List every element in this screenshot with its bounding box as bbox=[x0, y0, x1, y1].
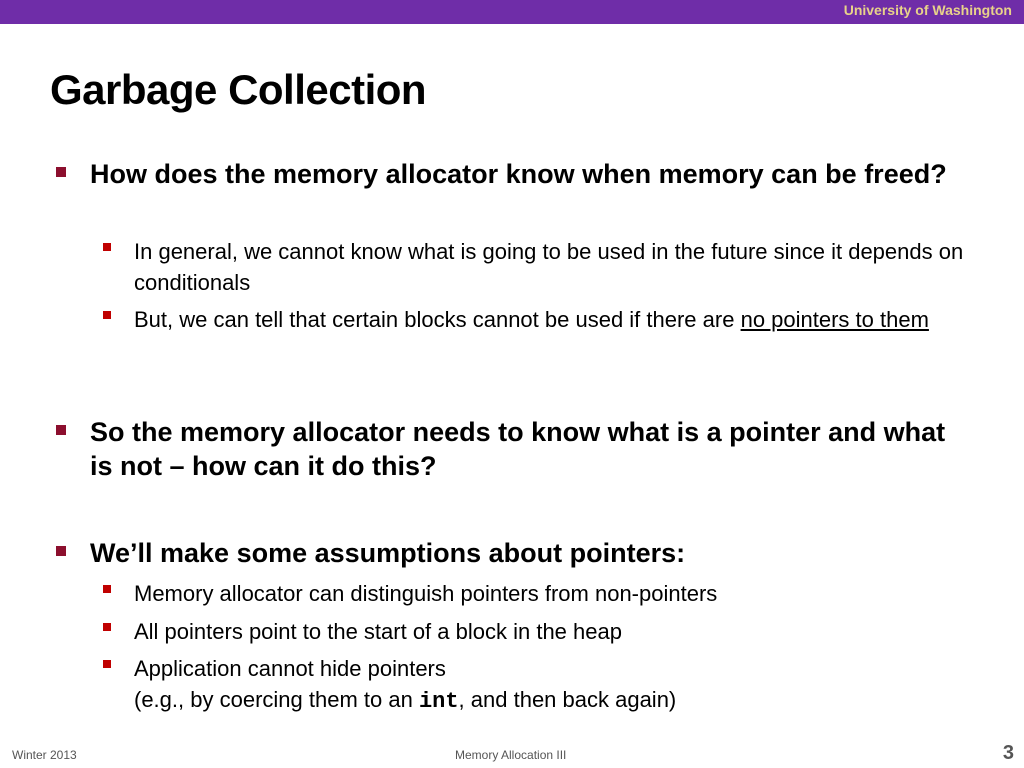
page-number: 3 bbox=[1002, 742, 1014, 764]
square-bullet-icon bbox=[56, 425, 66, 435]
code-keyword: int bbox=[418, 689, 459, 714]
underlined-phrase: no pointers to them bbox=[740, 307, 929, 332]
footer-term: Winter 2013 bbox=[12, 748, 77, 762]
square-bullet-icon bbox=[56, 546, 66, 556]
sub-bullet-text-part: (e.g., by coercing them to an bbox=[134, 687, 419, 712]
square-bullet-icon bbox=[103, 660, 111, 668]
bullet-text: We’ll make some assumptions about pointers: bbox=[90, 538, 686, 568]
sub-bullet-line bbox=[134, 684, 984, 717]
sub-bullet-text-part: But, we can tell that certain blocks cannot be used if there are bbox=[134, 307, 741, 332]
sub-bullet-text: All pointers point to the start of a block in the heap bbox=[134, 619, 622, 644]
slide-title: Garbage Collection bbox=[50, 66, 427, 113]
square-bullet-icon bbox=[103, 311, 111, 319]
sub-bullet-text: Memory allocator can distinguish pointers from non-pointers bbox=[134, 581, 718, 606]
sub-bullet-line: Application cannot hide pointers bbox=[134, 656, 446, 681]
institution-name: University of Washington bbox=[843, 2, 1012, 18]
sub-bullet-text bbox=[134, 653, 984, 717]
square-bullet-icon bbox=[103, 623, 111, 631]
square-bullet-icon bbox=[56, 167, 66, 177]
square-bullet-icon bbox=[103, 585, 111, 593]
sub-bullet-text bbox=[134, 304, 984, 335]
bullet-text: So the memory allocator needs to know what is a pointer and what is not – how can it do this? bbox=[90, 417, 946, 481]
bullet-text: How does the memory allocator know when memory can be freed? bbox=[90, 159, 947, 189]
footer-topic: Memory Allocation III bbox=[455, 748, 567, 762]
header-bar bbox=[0, 0, 1024, 24]
sub-bullet-text-part: , and then back again) bbox=[458, 687, 677, 712]
square-bullet-icon bbox=[103, 243, 111, 251]
sub-bullet-text: In general, we cannot know what is going to be used in the future since it depends on conditionals bbox=[134, 239, 964, 295]
